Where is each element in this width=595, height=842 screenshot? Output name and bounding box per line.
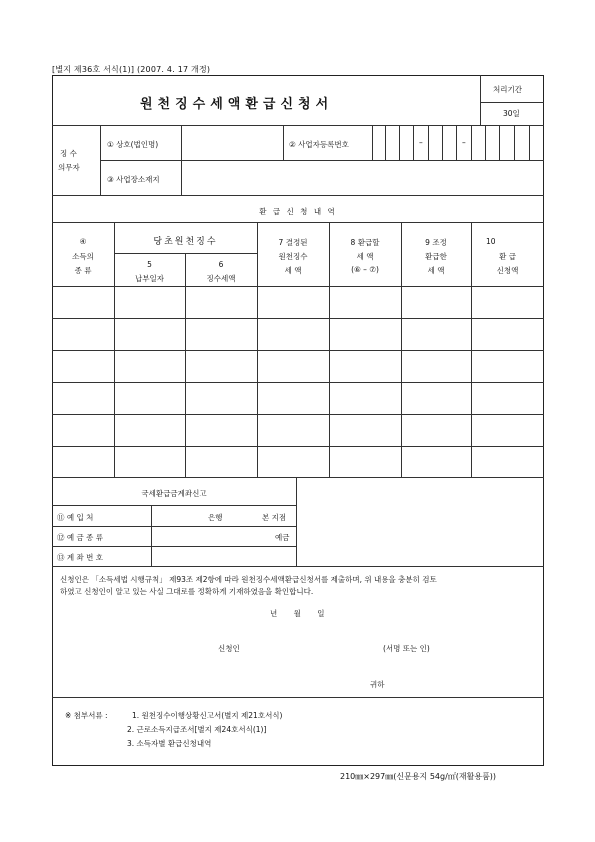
col6-label: 징수세액 bbox=[206, 274, 236, 283]
col9-label-1: 9 조정 bbox=[425, 238, 447, 247]
address-field[interactable] bbox=[182, 161, 542, 194]
col4-label-2: 종 류 bbox=[74, 266, 92, 275]
col9-label-2: 환급한 bbox=[425, 252, 447, 261]
col8-label-3: (⑥ – ⑦) bbox=[351, 265, 379, 274]
section-title: 환 급 신 청 내 역 bbox=[259, 207, 337, 216]
col9-label-3: 세 액 bbox=[427, 266, 445, 275]
attachment-item-1: 1. 원천징수이행상황신고서(별지 제21호서식) bbox=[132, 711, 283, 720]
bank-suffix-branch: 본 지점 bbox=[262, 513, 287, 522]
account-section-title: 국세환급금계좌신고 bbox=[141, 489, 207, 498]
col6-num: 6 bbox=[218, 260, 224, 269]
account-number-field[interactable] bbox=[153, 547, 295, 565]
processing-value: 30일 bbox=[503, 109, 520, 118]
table-row[interactable] bbox=[53, 383, 543, 413]
col5-label: 납부일자 bbox=[135, 274, 164, 283]
bank-field[interactable] bbox=[153, 506, 203, 525]
col10-num: 10 bbox=[486, 237, 496, 246]
paper-spec-footer: 210㎜×297㎜(신문용지 54g/㎡(재활용품)) bbox=[340, 772, 497, 781]
processing-label: 처리기간 bbox=[493, 85, 522, 94]
col8-label-2: 세 액 bbox=[356, 252, 374, 261]
address-label: ③ 사업장소재지 bbox=[107, 175, 160, 184]
original-withholding-header: 당초원천징수 bbox=[153, 237, 218, 247]
deposit-type-label: ⑫ 예 금 종 류 bbox=[57, 533, 104, 542]
name-field[interactable] bbox=[182, 126, 282, 158]
payer-label-1: 징 수 bbox=[60, 149, 77, 158]
form-reference: [별지 제36호 서식(1)] (2007. 4. 17 개정) bbox=[52, 65, 211, 74]
applicant-field[interactable] bbox=[250, 638, 370, 654]
col7-label-1: 7 결정된 bbox=[278, 238, 308, 247]
applicant-label: 신청인 bbox=[218, 644, 240, 653]
signature-label: (서명 또는 인) bbox=[383, 644, 430, 653]
attachment-item-2: 2. 근로소득지급조서[별지 제24호서식(1)] bbox=[127, 725, 267, 734]
attachments-prefix: ※ 첨부서류 : bbox=[65, 711, 108, 720]
col5-num: 5 bbox=[147, 260, 152, 269]
date-line: 년 월 일 bbox=[270, 609, 325, 618]
table-row[interactable] bbox=[53, 351, 543, 381]
col7-label-2: 원천징수 bbox=[278, 252, 308, 261]
form-title: 원천징수세액환급신청서 bbox=[140, 97, 334, 112]
table-row[interactable] bbox=[53, 415, 543, 445]
col4-num: ④ bbox=[79, 237, 87, 246]
deposit-type-suffix: 예금 bbox=[275, 533, 290, 542]
addressee: 귀하 bbox=[370, 680, 385, 689]
bizno-label: ② 사업자등록번호 bbox=[289, 140, 349, 149]
table-row[interactable] bbox=[53, 287, 543, 317]
bank-suffix-bank: 은행 bbox=[208, 513, 223, 522]
bizno-dash-2: – bbox=[462, 138, 466, 147]
bizno-dash-1: – bbox=[419, 138, 423, 147]
table-row[interactable] bbox=[53, 319, 543, 349]
name-label: ① 상호(법인명) bbox=[107, 140, 159, 149]
table-row[interactable] bbox=[53, 447, 543, 476]
col10-label-1: 환 급 bbox=[499, 252, 516, 261]
deposit-type-field[interactable] bbox=[153, 527, 271, 545]
declaration-line-1: 신청인은 「소득세법 시행규칙」 제93조 제2항에 따라 원천징수세액환급신청서를 제출하며, 위 내용을 충분히 검토 bbox=[60, 575, 437, 584]
col8-label-1: 8 환급할 bbox=[350, 238, 380, 247]
col4-label-1: 소득의 bbox=[72, 252, 94, 261]
declaration-line-2: 하였고 신청인이 알고 있는 사실 그대로를 정확하게 기재하였음을 확인합니다. bbox=[60, 587, 314, 596]
payer-label-2: 의무자 bbox=[58, 163, 80, 172]
bank-label: ⑪ 예 입 처 bbox=[57, 513, 94, 522]
account-number-label: ⑬ 계 좌 번 호 bbox=[57, 553, 104, 562]
col10-label-2: 신청액 bbox=[496, 266, 519, 275]
col7-label-3: 세 액 bbox=[284, 266, 302, 275]
attachment-item-3: 3. 소득자별 환급신청내역 bbox=[127, 739, 212, 748]
